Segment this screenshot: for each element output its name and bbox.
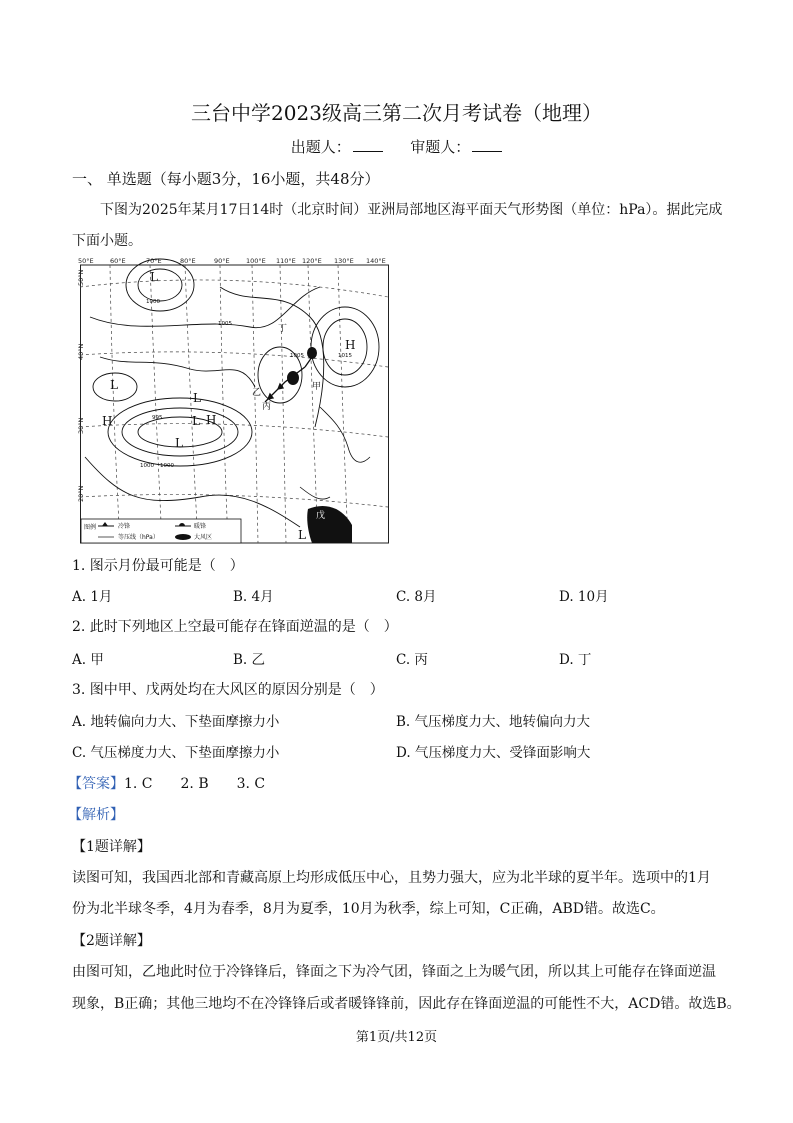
isobar-value: 1000 (160, 463, 174, 469)
lon-label: 130°E (334, 257, 354, 265)
lon-label: 50°E (78, 257, 94, 265)
place-wu: 戊 (316, 511, 326, 521)
lon-label: 120°E (302, 257, 322, 265)
question-2-stem: 2. 此时下列地区上空最可能存在锋面逆温的是（ ） (72, 619, 398, 635)
pressure-label: H (102, 414, 113, 428)
detail-2-tag: 【2题详解】 (72, 933, 151, 949)
reviewer-blank (472, 137, 502, 152)
exam-title: 三台中学2023级高三第二次月考试卷（地理） (191, 101, 602, 125)
intro-line-2: 下面小题。 (72, 233, 142, 249)
question-3-stem: 3. 图中甲、戊两处均在大风区的原因分别是（ ） (72, 682, 384, 698)
question-1-stem: 1. 图示月份最可能是（ ） (72, 558, 244, 574)
question-2-option-c: C. 丙 (396, 652, 428, 668)
question-2-option-a: A. 甲 (72, 652, 104, 668)
question-2-option-b: B. 乙 (233, 652, 266, 668)
answer-line (68, 773, 265, 793)
legend-label: 图例 (84, 524, 97, 531)
pressure-label: L (150, 270, 158, 284)
legend-warm-front: 暖锋 (194, 523, 207, 530)
setter-label: 出题人： (290, 138, 351, 156)
legend-gale: 大风区 (194, 534, 213, 541)
legend-isobar: 等压线（hPa） (118, 534, 159, 541)
place-bing: 丙 (262, 402, 272, 412)
question-3-option-c: C. 气压梯度力大、下垫面摩擦力小 (72, 745, 280, 761)
place-ding: 丁 (278, 324, 288, 334)
setter-blank (353, 137, 383, 152)
pressure-label: L (175, 436, 183, 450)
section-heading: 一、 单选题（每小题3分，16小题，共48分） (72, 170, 380, 188)
lon-label: 110°E (276, 257, 296, 265)
lat-label: 20°N (77, 485, 85, 502)
intro-line-1: 下图为2025年某月17日14时（北京时间）亚洲局部地区海平面天气形势图（单位：hPa）。据此完成 (100, 202, 723, 218)
lon-label: 70°E (146, 257, 162, 265)
isobar-value: 1005 (218, 321, 232, 327)
weather-map (77, 257, 390, 544)
question-1-option-d: D. 10月 (559, 589, 609, 605)
detail-2-line-1: 由图可知，乙地此时位于冷锋锋后，锋面之下为冷气团，锋面之上为暖气团，所以其上可能存在锋面逆温 (72, 964, 716, 980)
isobar-value: 1015 (338, 353, 352, 359)
lon-label: 140°E (366, 257, 386, 265)
page-footer: 第1页/共12页 (355, 1030, 438, 1045)
question-3-option-a: A. 地转偏向力大、下垫面摩擦力小 (72, 714, 280, 730)
question-1-option-b: B. 4月 (233, 589, 274, 605)
answer-values: 1. C 2. B 3. C (124, 776, 266, 792)
detail-2-line-2: 现象，B正确；其他三地均不在冷锋锋后或者暖锋锋前，因此存在锋面逆温的可能性不大，ACD错。故选B。 (72, 996, 741, 1012)
reviewer-label: 审题人： (410, 138, 471, 156)
lat-label: 30°N (77, 417, 85, 434)
map-legend (81, 519, 241, 543)
answer-tag: 【答案】 (68, 776, 124, 792)
isobar-value: 1000 (140, 463, 154, 469)
isobar-value: 1005 (290, 353, 304, 359)
question-1-option-a: A. 1月 (72, 589, 113, 605)
question-2-option-d: D. 丁 (559, 652, 592, 668)
isobar-value: 1000 (146, 299, 160, 305)
place-jia: 甲 (312, 382, 322, 392)
pressure-label: H (345, 338, 356, 352)
lon-label: 60°E (110, 257, 126, 265)
place-yi: 乙 (252, 388, 262, 398)
pressure-label: H (206, 413, 217, 427)
detail-1-line-1: 读图可知，我国西北部和青藏高原上均形成低压中心，且势力强大，应为北半球的夏半年。选项中的1月 (72, 870, 711, 886)
lon-label: 90°E (214, 257, 230, 265)
legend-cold-front: 冷锋 (118, 523, 131, 530)
lat-label: 40°N (77, 343, 85, 360)
isobar-value: 995 (152, 415, 163, 421)
question-1-option-c: C. 8月 (396, 589, 437, 605)
exam-staff-line (0, 136, 793, 157)
pressure-label: L (193, 391, 201, 405)
lon-label: 100°E (246, 257, 266, 265)
pressure-label: L (192, 414, 200, 428)
question-3-option-d: D. 气压梯度力大、受锋面影响大 (396, 745, 591, 761)
analysis-tag: 【解析】 (68, 807, 124, 823)
question-3-option-b: B. 气压梯度力大、地转偏向力大 (396, 714, 591, 730)
detail-1-line-2: 份为北半球冬季，4月为春季，8月为夏季，10月为秋季，综上可知，C正确，ABD错。故选C。 (72, 901, 665, 917)
detail-1-tag: 【1题详解】 (72, 839, 151, 855)
lat-label: 50°N (77, 269, 85, 286)
lon-label: 80°E (180, 257, 196, 265)
pressure-label: L (110, 378, 118, 392)
pressure-label: L (298, 528, 306, 542)
